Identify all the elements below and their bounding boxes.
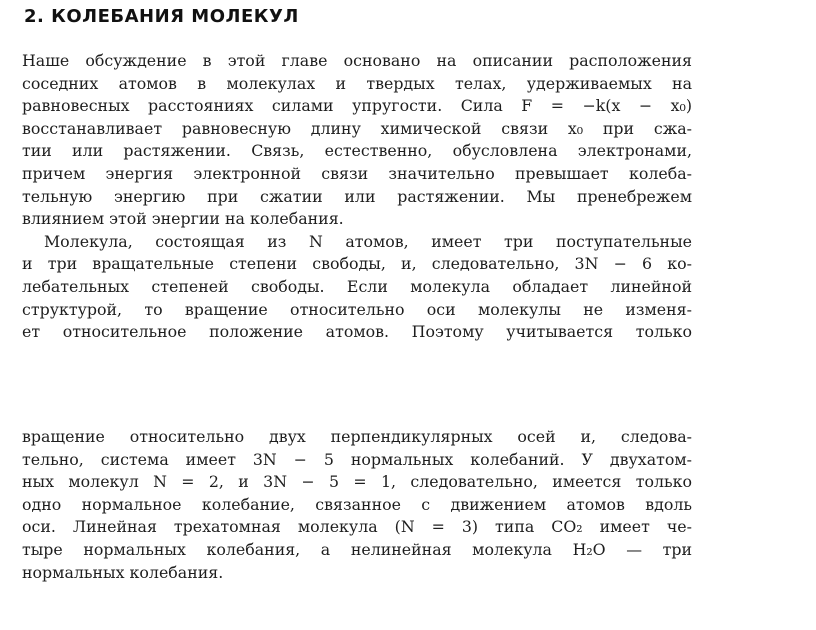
paragraph-line: тыре нормальных колебания, а нелинейная молекула H₂O — три <box>22 539 692 559</box>
text-block-lower <box>22 426 692 584</box>
paragraph-line: и три вращательные степени свободы, и, следовательно, 3N − 6 ко- <box>22 254 692 274</box>
paragraph-line: лебательных степеней свободы. Если молекула обладает линейной <box>22 276 692 296</box>
paragraph-line: оси. Линейная трехатомная молекула (N = 3) типа CO₂ имеет че- <box>22 517 692 537</box>
paragraph-line: тельную энергию при сжатии или растяжении. Мы пренебрежем <box>22 186 692 206</box>
paragraph-line: Наше обсуждение в этой главе основано на описании расположения <box>22 51 692 70</box>
paragraph-line: тии или растяжении. Связь, естественно, обусловлена электронами, <box>22 141 692 161</box>
paragraph-line: нормальных колебания. <box>22 562 224 582</box>
paragraph-line: ных молекул N = 2, и 3N − 5 = 1, следовательно, имеется только <box>22 472 692 492</box>
paragraph-line: причем энергия электронной связи значительно превышает колеба- <box>22 163 692 183</box>
paragraph-line: равновесных расстояниях силами упругости. Сила F = −k(x − x₀) <box>22 96 692 116</box>
paragraph-line: Молекула, состоящая из N атомов, имеет три поступательные <box>44 231 692 251</box>
paragraph-line: структурой, то вращение относительно оси молекулы не изменя- <box>22 299 692 319</box>
paragraph-line: влиянием этой энергии на колебания. <box>22 209 344 229</box>
paragraph-line: восстанавливает равновесную длину химической связи x₀ при сжа- <box>22 118 692 138</box>
paragraph-line: ет относительное положение атомов. Поэтому учитывается только <box>22 322 692 342</box>
paragraph-line: тельно, система имеет 3N − 5 нормальных колебаний. У двухатом- <box>22 449 692 469</box>
paragraph-line: вращение относительно двух перпендикулярных осей и, следова- <box>22 427 692 446</box>
paragraph-line: соседних атомов в молекулах и твердых телах, удерживаемых на <box>22 73 692 93</box>
paragraph-line: одно нормальное колебание, связанное с движением атомов вдоль <box>22 494 692 514</box>
section-heading: 2. КОЛЕБАНИЯ МОЛЕКУЛ <box>24 6 299 27</box>
text-block-upper <box>22 50 692 344</box>
